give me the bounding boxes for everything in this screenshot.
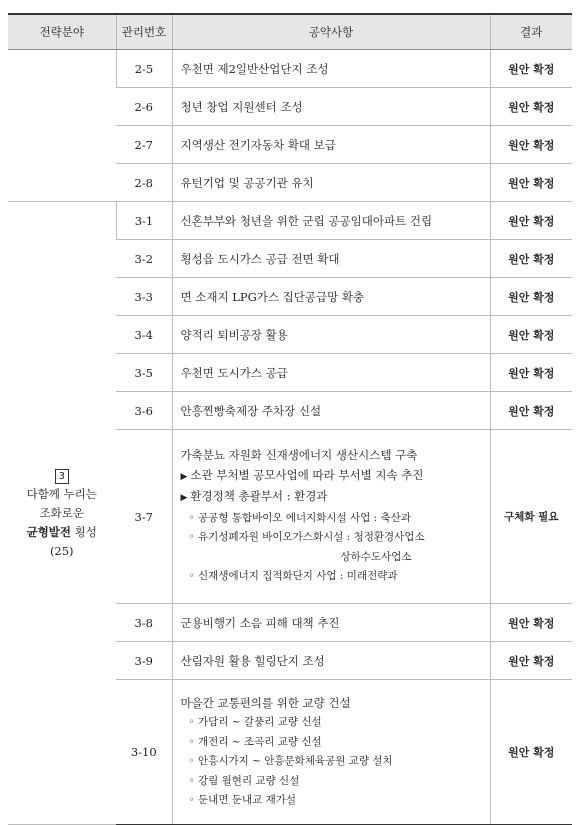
pledge-result: 원안 확정 [490, 88, 572, 126]
pledge-subitem: ◦ 공공형 통합바이오 에너지화시설 사업 : 축산과 [188, 511, 411, 524]
category-cell-prev [8, 50, 116, 202]
pledge-result: 원안 확정 [490, 680, 572, 825]
pledge-text: 유턴기업 및 공공기관 유치 [172, 164, 490, 202]
pledge-number: 3-5 [116, 354, 172, 392]
triangle-bullet-icon: ▶ [180, 493, 188, 504]
pledge-subitem: ◦ 신재생에너지 집적화단지 사업 : 미래전략과 [188, 570, 398, 583]
pledge-subitem: ◦ 강림 월현리 교량 신설 [188, 774, 300, 787]
category-line3-bold: 균형발전 [26, 524, 72, 539]
pledge-result: 원안 확정 [490, 126, 572, 164]
pledge-bullet [181, 466, 490, 488]
pledge-text: 산림자원 활용 힐링단지 조성 [172, 642, 490, 680]
pledge-detail [172, 430, 490, 604]
pledge-result: 구체화 필요 [490, 430, 572, 604]
pledge-subitem: 상하수도사업소 [340, 550, 412, 563]
category-cell [8, 202, 116, 825]
header-row [8, 14, 572, 50]
pledge-subitem: ◦ 둔내면 둔내교 재가설 [188, 794, 296, 806]
bullet-text: 소관 부처별 공모사업에 따라 부서별 지속 추진 [190, 467, 424, 482]
pledge-text: 청년 창업 지원센터 조성 [172, 88, 490, 126]
pledge-number: 3-4 [116, 316, 172, 354]
table-row [8, 202, 572, 240]
pledge-title: 가축분뇨 자원화 신재생에너지 생산시스템 구축 [180, 448, 418, 463]
pledge-text: 안흥찐빵축제장 주차장 신설 [172, 392, 490, 430]
bullet-text: 환경정책 총괄부서 : 환경과 [190, 489, 328, 504]
pledge-text: 우천면 도시가스 공급 [172, 354, 490, 392]
pledge-number: 3-10 [116, 680, 172, 825]
pledge-text: 양적리 퇴비공장 활용 [172, 316, 490, 354]
triangle-bullet-icon: ▶ [180, 471, 188, 482]
pledge-result: 원안 확정 [490, 50, 572, 88]
pledge-number: 3-7 [116, 430, 172, 604]
pledge-result: 원안 확정 [490, 354, 572, 392]
pledge-subitem: ◦ 유기성폐자원 바이오가스화시설 : 청정환경사업소 [188, 531, 425, 544]
pledge-detail [172, 680, 490, 825]
pledge-number: 3-1 [116, 202, 172, 240]
category-count: (25) [49, 543, 74, 558]
pledge-number: 3-2 [116, 240, 172, 278]
pledge-result: 원안 확정 [490, 164, 572, 202]
category-line2: 조화로운 [39, 505, 84, 520]
category-line3-rest: 횡성 [71, 524, 97, 539]
pledge-number: 2-5 [116, 50, 172, 88]
pledge-subitem: ◦ 가담리 ~ 갈풍리 교량 신설 [188, 716, 322, 728]
category-number-box: 3 [55, 469, 69, 484]
header-number: 관리번호 [116, 14, 172, 50]
pledge-result: 원안 확정 [490, 604, 572, 642]
pledge-result: 원안 확정 [490, 240, 572, 278]
pledge-text: 횡성읍 도시가스 공급 전면 확대 [172, 240, 490, 278]
pledge-text: 신혼부부와 청년을 위한 군립 공공임대아파트 건립 [172, 202, 490, 240]
pledge-result: 원안 확정 [490, 202, 572, 240]
pledge-number: 3-6 [116, 392, 172, 430]
pledge-number: 3-8 [116, 604, 172, 642]
pledge-text: 우천면 제2일반산업단지 조성 [172, 50, 490, 88]
pledge-result: 원안 확정 [490, 642, 572, 680]
pledge-bullet [181, 487, 490, 509]
pledge-table [8, 13, 572, 825]
pledge-number: 2-6 [116, 88, 172, 126]
header-pledge: 공약사항 [172, 14, 490, 50]
pledge-subitem: ◦ 개전리 ~ 조곡리 교량 신설 [188, 735, 322, 748]
pledge-text: 군용비행기 소음 피해 대책 추진 [172, 604, 490, 642]
pledge-number: 2-7 [116, 126, 172, 164]
pledge-title: 마을간 교통편의를 위한 교량 건설 [180, 695, 351, 710]
pledge-result: 원안 확정 [490, 392, 572, 430]
pledge-result: 원안 확정 [490, 278, 572, 316]
pledge-number: 2-8 [116, 164, 172, 202]
header-result: 결과 [490, 14, 572, 50]
pledge-text: 지역생산 전기자동차 확대 보급 [172, 126, 490, 164]
table-row [8, 50, 572, 88]
header-strategy: 전략분야 [8, 14, 116, 50]
pledge-subitem: ◦ 안흥시가지 ~ 안흥문화체육공원 교량 설치 [188, 755, 393, 767]
pledge-number: 3-9 [116, 642, 172, 680]
pledge-text: 면 소재지 LPG가스 집단공급망 확충 [172, 278, 490, 316]
category-line1: 다함께 누리는 [26, 486, 97, 501]
pledge-result: 원안 확정 [490, 316, 572, 354]
pledge-number: 3-3 [116, 278, 172, 316]
